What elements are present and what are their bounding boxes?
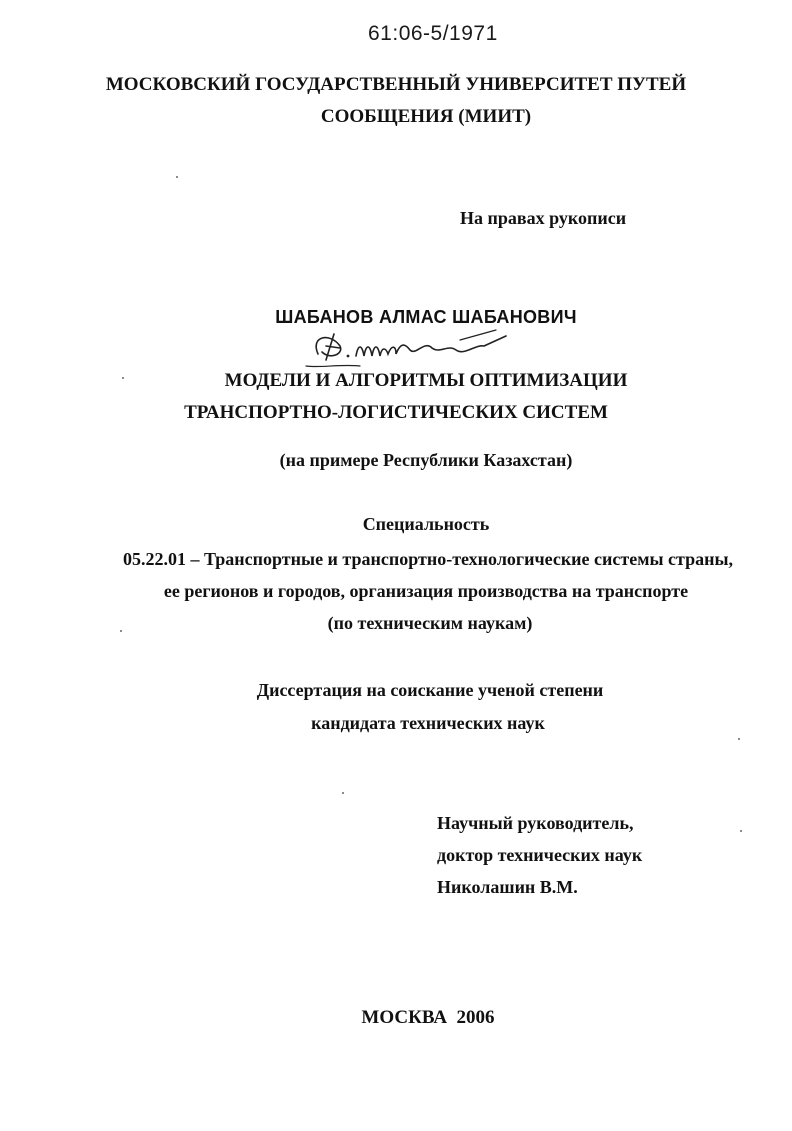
specialty-line-2: ее регионов и городов, организация производства на транспорте bbox=[163, 581, 689, 601]
title-subtitle: (на примере Республики Казахстан) bbox=[279, 450, 573, 470]
title-line-1: МОДЕЛИ И АЛГОРИТМЫ ОПТИМИЗАЦИИ bbox=[224, 370, 628, 391]
university-line-1: МОСКОВСКИЙ ГОСУДАРСТВЕННЫЙ УНИВЕРСИТЕТ ПУТЕЙ bbox=[105, 74, 687, 95]
scan-speck bbox=[176, 176, 178, 178]
manuscript-rights: На правах рукописи bbox=[460, 208, 627, 228]
scan-speck bbox=[122, 377, 124, 379]
scan-speck bbox=[342, 792, 344, 794]
specialty-line-3: (по техническим наукам) bbox=[327, 613, 533, 633]
city-year: МОСКВА 2006 bbox=[361, 1007, 495, 1028]
supervisor-label: Научный руководитель, bbox=[437, 813, 634, 833]
university-line-2: СООБЩЕНИЯ (МИИТ) bbox=[320, 106, 532, 127]
supervisor-degree: доктор технических наук bbox=[437, 845, 643, 865]
specialty-line-1: 05.22.01 – Транспортные и транспортно-технологические системы страны, bbox=[122, 549, 734, 569]
title-line-2: ТРАНСПОРТНО-ЛОГИСТИЧЕСКИХ СИСТЕМ bbox=[184, 402, 608, 423]
dissertation-line-1: Диссертация на соискание ученой степени bbox=[256, 680, 604, 700]
author-signature bbox=[300, 326, 520, 370]
archive-code-stamp: 61:06-5/1971 bbox=[368, 22, 498, 45]
scan-speck bbox=[120, 630, 122, 632]
author-name: ШАБАНОВ АЛМАС ШАБАНОВИЧ bbox=[275, 307, 577, 327]
supervisor-name: Николашин В.М. bbox=[437, 877, 578, 897]
specialty-label: Специальность bbox=[362, 514, 490, 534]
scan-speck bbox=[738, 738, 740, 740]
dissertation-line-2: кандидата технических наук bbox=[311, 713, 545, 733]
scan-speck bbox=[740, 830, 742, 832]
